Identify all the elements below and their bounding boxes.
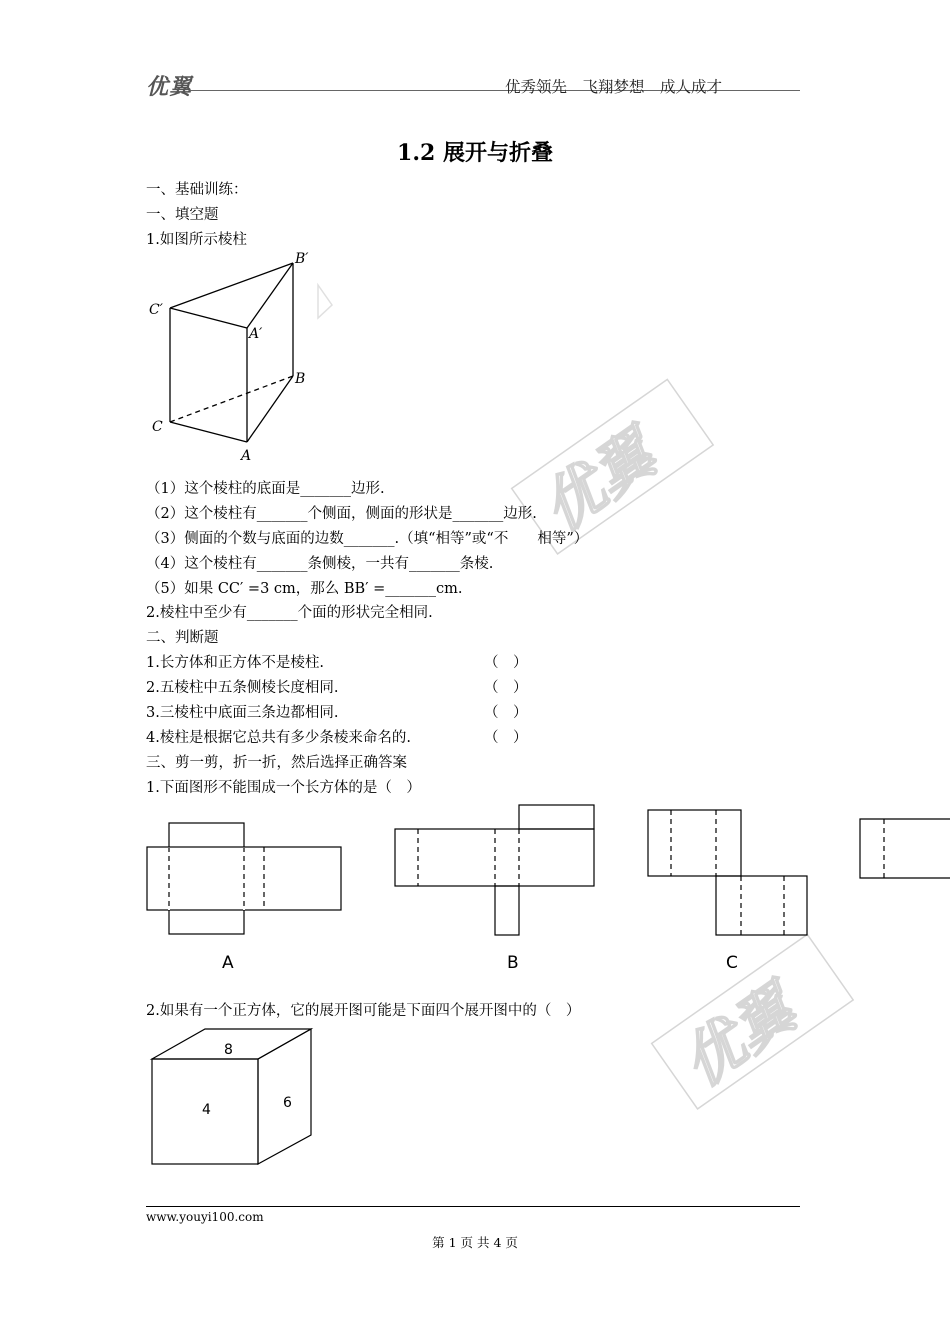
cube-face-front: 4: [202, 1102, 211, 1118]
prism-label-a: A: [241, 448, 252, 464]
option-a-label: A: [222, 953, 234, 973]
fill-q1: 1.如图所示棱柱: [146, 232, 247, 248]
judge-q4: 4.棱柱是根据它总共有多少条棱来命名的.: [146, 730, 411, 746]
prism-label-c: C: [152, 419, 163, 435]
fill-q1-part4: （4）这个棱柱有_______条侧棱，一共有_______条棱.: [146, 556, 494, 572]
footer-rule: [146, 1206, 800, 1207]
prism-label-a1: A′: [249, 326, 263, 342]
option-c-label: C: [726, 953, 738, 973]
section-basic: 一、基础训练：: [146, 182, 248, 198]
judge-q1: 1.长方体和正方体不是棱柱.: [146, 655, 324, 671]
judge-q2: 2.五棱柱中五条侧棱长度相同.: [146, 680, 339, 696]
cube-face-right: 6: [283, 1095, 292, 1111]
judge-q2-paren: （ ）: [484, 680, 528, 696]
footer-url[interactable]: www.youyi100.com: [146, 1210, 264, 1224]
net-a: [147, 823, 341, 934]
prism-figure: [145, 248, 345, 463]
judge-q3-paren: （ ）: [484, 705, 528, 721]
net-c: [648, 810, 807, 935]
judge-q1-paren: （ ）: [484, 655, 528, 671]
watermark-text-2: 优翼: [669, 974, 809, 1101]
fill-q1-part3: （3）侧面的个数与底面的边数_______.（填“相等”或“不 相等”）: [146, 531, 589, 547]
section-cut: 三、剪一剪，折一折，然后选择正确答案: [146, 755, 407, 771]
cut-q1: 1.下面图形不能围成一个长方体的是（ ）: [146, 780, 421, 796]
footer-page-number: 第 1 页 共 4 页: [432, 1235, 518, 1250]
prism-label-c1: C′: [149, 302, 163, 318]
fill-q2: 2.棱柱中至少有_______个面的形状完全相同.: [146, 605, 433, 621]
judge-q4-paren: （ ）: [484, 730, 528, 746]
judge-q3: 3.三棱柱中底面三条边都相同.: [146, 705, 339, 721]
fill-q1-part5: （5）如果 CC′ =3 cm，那么 BB′ =_______cm.: [146, 581, 463, 597]
fill-q1-part1: （1）这个棱柱的底面是_______边形.: [146, 481, 385, 497]
cut-q2: 2.如果有一个正方体，它的展开图可能是下面四个展开图中的（ ）: [146, 1003, 581, 1019]
cube-face-top: 8: [224, 1042, 233, 1058]
page-title: 1.2 展开与折叠: [397, 140, 553, 166]
fill-q1-part2: （2）这个棱柱有_______个侧面，侧面的形状是_______边形.: [146, 506, 537, 522]
watermark-text-1: 优翼: [529, 419, 669, 546]
cube-figure: [146, 1025, 321, 1170]
nets-figure: [146, 800, 950, 980]
section-judge: 二、判断题: [146, 630, 219, 646]
header-logo: 优翼: [146, 75, 193, 100]
prism-label-b: B: [295, 371, 306, 387]
section-fill: 一、填空题: [146, 207, 219, 223]
header-motto: 优秀领先 飞翔梦想 成人成才: [505, 78, 723, 96]
net-b: [395, 805, 594, 935]
net-d: [860, 819, 950, 878]
prism-label-b1: B′: [295, 251, 309, 267]
option-b-label: B: [507, 953, 519, 973]
